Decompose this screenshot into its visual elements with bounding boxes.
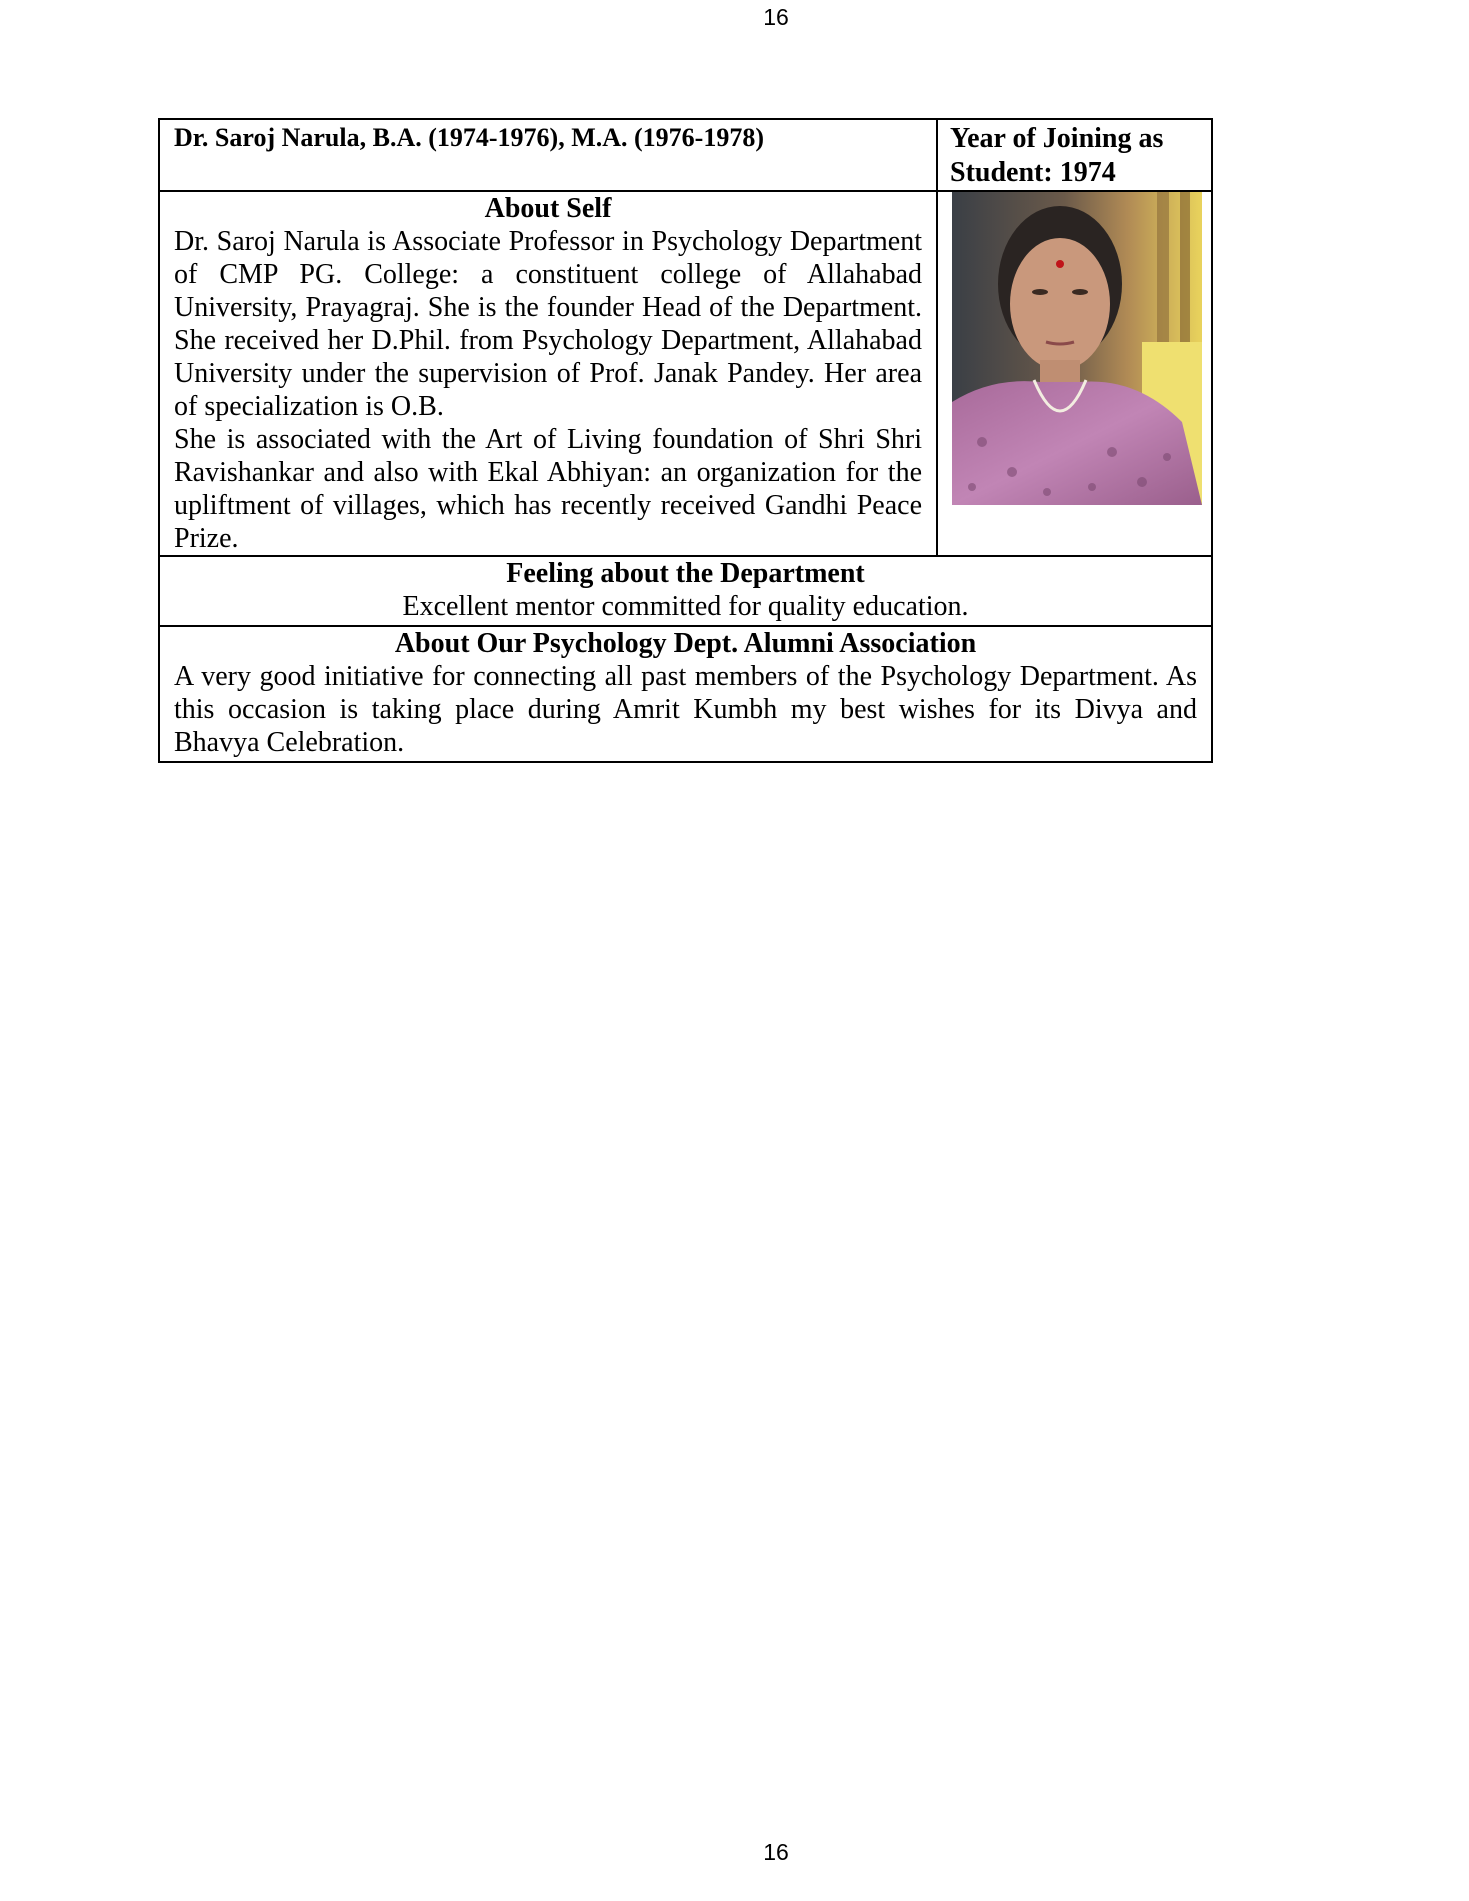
about-self-paragraph-1: Dr. Saroj Narula is Associate Professor in Psychology Department of CMP PG. College: a constituent college of Allahabad University, Prayagraj. She is the founder Head of the Department. She received her D.Phil. from Psychology Department, Allahabad University under the supervision of Prof. Janak Pandey. Her area of specialization is O.B.: [174, 226, 922, 422]
page-number-top: 16: [763, 4, 789, 30]
feeling-heading: Feeling about the Department: [506, 558, 865, 589]
page-number-bottom: 16: [763, 1839, 789, 1865]
about-self-cell: [159, 191, 937, 556]
about-self-heading: About Self: [484, 193, 612, 224]
alumni-heading: About Our Psychology Dept. Alumni Association: [394, 628, 977, 659]
portrait-photo: [952, 192, 1202, 505]
feeling-text: Excellent mentor committed for quality education.: [402, 591, 969, 622]
alumnus-name: Dr. Saroj Narula, B.A. (1974-1976), M.A. (1976-1978): [174, 123, 765, 152]
about-self-paragraph-2: She is associated with the Art of Living foundation of Shri Shri Ravishankar and also with Ekal Abhiyan: an organization for the upliftment of villages, which has recently received Gandhi Peace Prize.: [174, 424, 922, 554]
alumni-association-cell: [159, 626, 1212, 762]
feeling-cell: [159, 556, 1212, 626]
photo-cell: [937, 191, 1212, 556]
year-of-joining-cell: [937, 119, 1212, 191]
profile-table: [158, 118, 1213, 763]
alumni-text: A very good initiative for connecting all past members of the Psychology Department. As this occasion is taking place during Amrit Kumbh my best wishes for its Divya and Bhavya Celebration.: [174, 661, 1197, 758]
year-label-line2: Student: 1974: [950, 157, 1116, 188]
year-label-line1: Year of Joining as: [950, 123, 1164, 154]
name-cell: [159, 119, 937, 191]
